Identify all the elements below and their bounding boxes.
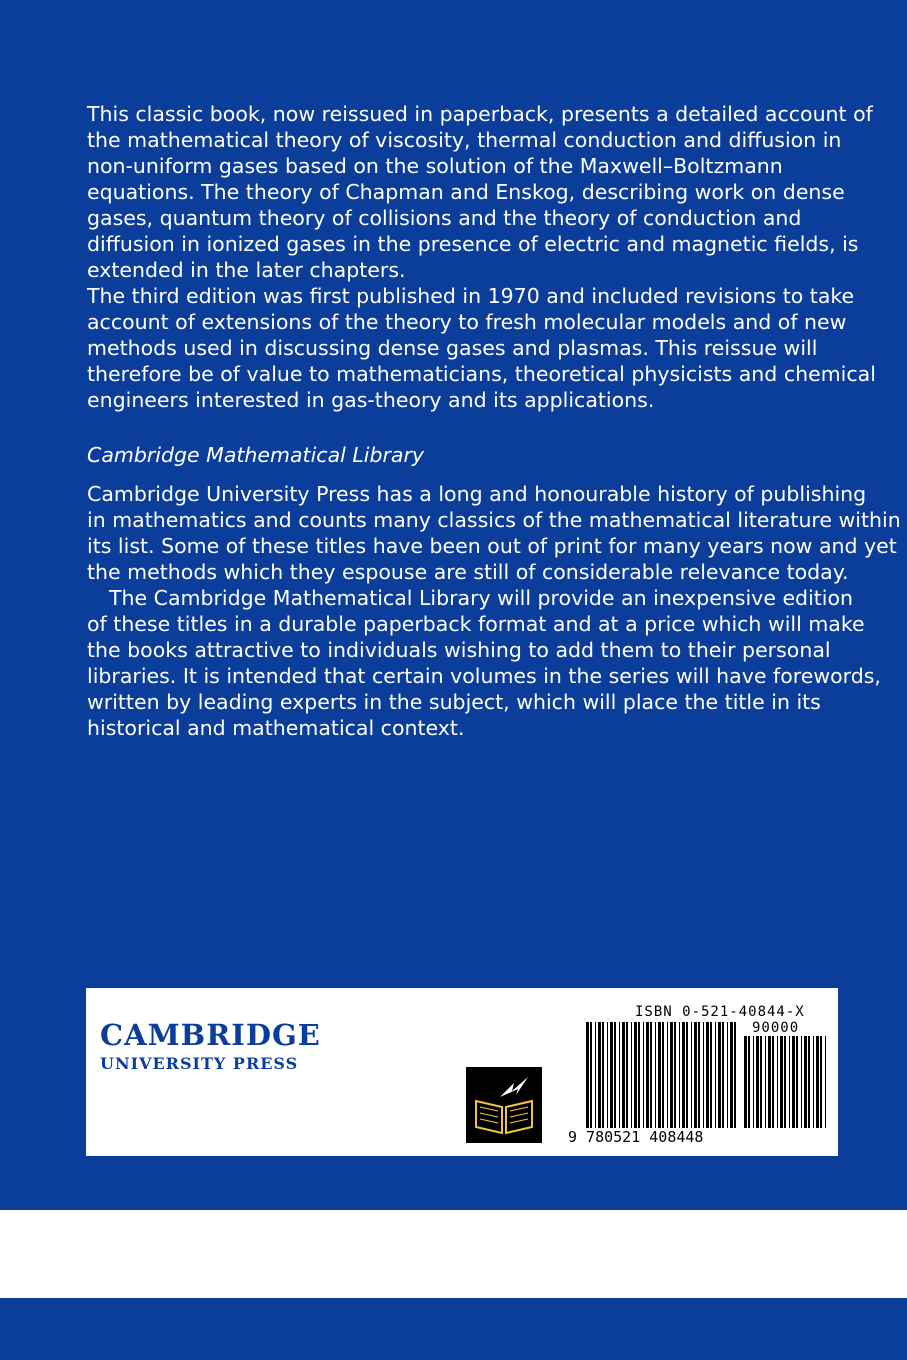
ean-barcode bbox=[586, 1022, 737, 1128]
blurb-line: non-uniform gases based on the solution of the Maxwell–Boltzmann bbox=[87, 154, 783, 178]
blurb-line: therefore be of value to mathematicians, theoretical physicists and chemical bbox=[87, 362, 876, 386]
blurb-line: account of extensions of the theory to fresh molecular models and of new bbox=[87, 310, 847, 334]
blurb-line: the mathematical theory of viscosity, thermal conduction and diffusion in bbox=[87, 128, 842, 152]
blurb-line: The third edition was first published in 1970 and included revisions to take bbox=[87, 284, 855, 308]
series-line: libraries. It is intended that certain volumes in the series will have forewords, bbox=[87, 664, 881, 688]
series-description bbox=[87, 481, 901, 741]
blurb-line: methods used in discussing dense gases and plasmas. This reissue will bbox=[87, 336, 818, 360]
series-line: its list. Some of these titles have been out of print for many years now and yet bbox=[87, 534, 897, 558]
publisher-panel bbox=[86, 988, 838, 1156]
addon-barcode bbox=[744, 1036, 826, 1128]
series-line: in mathematics and counts many classics of the mathematical literature within bbox=[87, 508, 901, 532]
publisher-subtitle: UNIVERSITY PRESS bbox=[100, 1054, 299, 1073]
series-line: The Cambridge Mathematical Library will provide an inexpensive edition bbox=[109, 586, 854, 610]
white-band bbox=[0, 1210, 907, 1298]
series-line: the methods which they espouse are still of considerable relevance today. bbox=[87, 560, 849, 584]
blurb-line: engineers interested in gas-theory and its applications. bbox=[87, 388, 655, 412]
series-line: Cambridge University Press has a long and honourable history of publishing bbox=[87, 482, 867, 506]
price-code: 90000 bbox=[752, 1020, 800, 1036]
series-line: historical and mathematical context. bbox=[87, 716, 465, 740]
publisher-name: CAMBRIDGE bbox=[100, 1018, 321, 1052]
series-line: of these titles in a durable paperback format and at a price which will make bbox=[87, 612, 865, 636]
blue-strip bbox=[0, 1298, 907, 1360]
isbn-number: ISBN 0-521-40844-X bbox=[635, 1004, 805, 1020]
blurb-line: diffusion in ionized gases in the presence of electric and magnetic fields, is bbox=[87, 232, 859, 256]
blurb-line: extended in the later chapters. bbox=[87, 258, 406, 282]
open-book-lightning-icon bbox=[466, 1067, 542, 1143]
series-title: Cambridge Mathematical Library bbox=[87, 443, 425, 467]
blurb-line: gases, quantum theory of collisions and the theory of conduction and bbox=[87, 206, 802, 230]
blurb-line: This classic book, now reissued in paperback, presents a detailed account of bbox=[87, 102, 873, 126]
series-line: written by leading experts in the subject, which will place the title in its bbox=[87, 690, 821, 714]
book-blurb bbox=[87, 101, 876, 413]
series-line: the books attractive to individuals wishing to add them to their personal bbox=[87, 638, 831, 662]
blurb-line: equations. The theory of Chapman and Enskog, describing work on dense bbox=[87, 180, 845, 204]
ean-digits: 9 780521 408448 bbox=[568, 1128, 704, 1146]
